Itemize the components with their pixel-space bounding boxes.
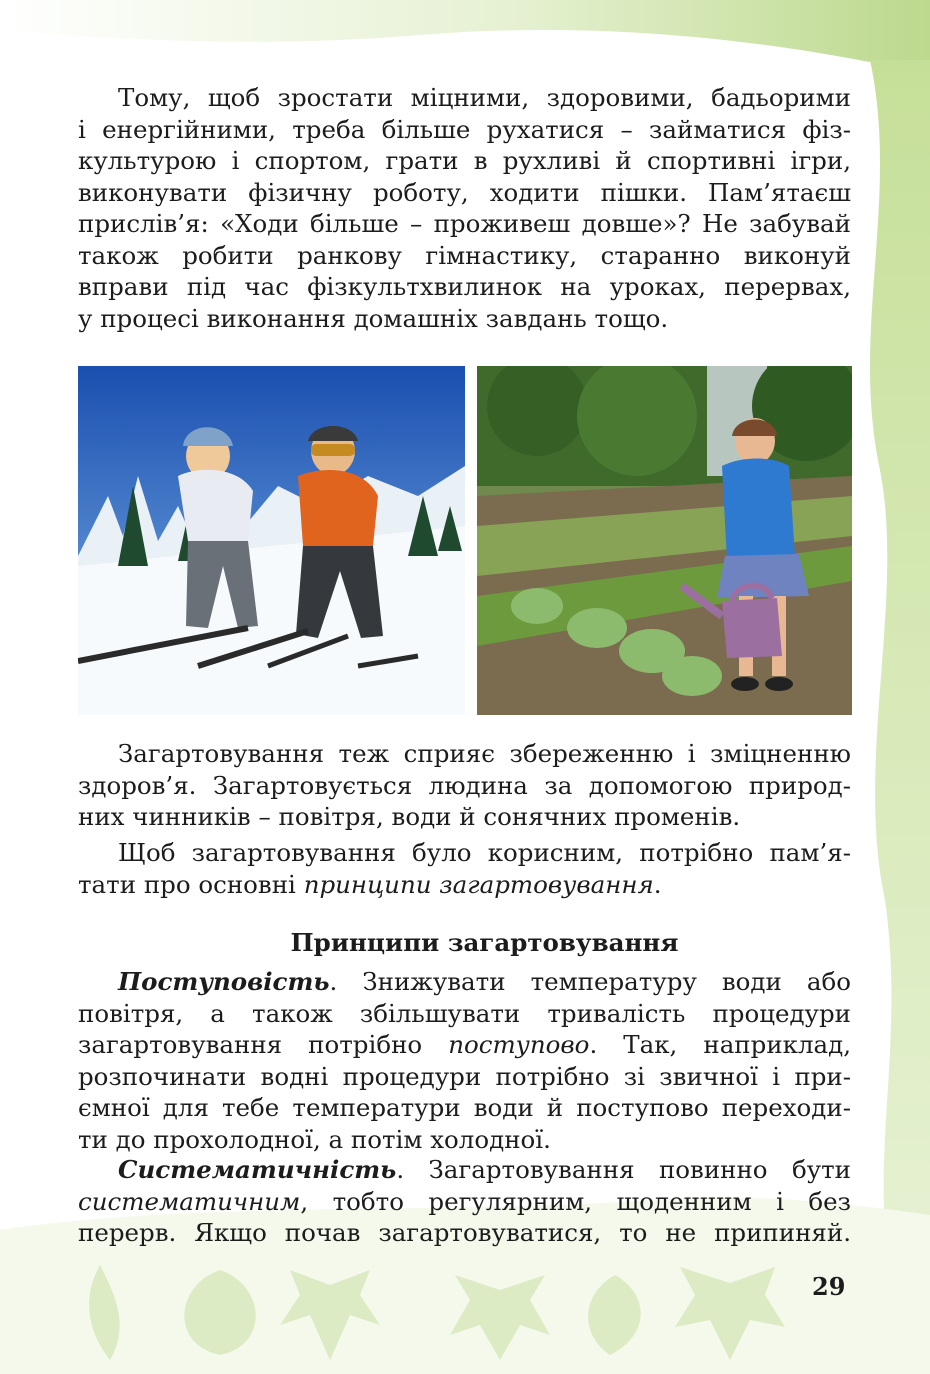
hardening-paragraph — [78, 738, 851, 833]
text-line — [78, 966, 851, 998]
text-line — [78, 1029, 851, 1061]
principle-term: Поступовість — [118, 967, 330, 996]
leaf-icon — [89, 1265, 120, 1360]
text-line: культурою і спортом, грати в рухливі й спортивні ігри, — [78, 146, 851, 175]
text-line: них чинників – повітря, води й сонячних променів. — [78, 802, 741, 831]
text-line: ти до прохолодної, а потім холодної. — [78, 1124, 551, 1154]
text-line: розпочинати водні процедури потрібно зі звичної і при- — [78, 1061, 851, 1091]
text-line: і енергійними, треба більше рухатися – займатися фіз- — [78, 114, 851, 144]
principles-intro-paragraph — [78, 837, 851, 900]
text-segment: загартовування потрібно — [78, 1030, 449, 1059]
text-line: вправи під час фізкультхвилинок на уроках, перервах, — [78, 272, 851, 301]
text-line: повітря, а також збільшувати тривалість процедури — [78, 998, 851, 1028]
principle-systematicity — [78, 1154, 851, 1249]
text-segment: . Знижувати температуру води або — [329, 967, 851, 996]
text-segment: , тобто регулярним, щоденним і без — [300, 1186, 851, 1216]
emphasis-text: поступово — [448, 1030, 590, 1059]
text-line: Тому, щоб зростати міцними, здоровими, бадьорими — [118, 83, 851, 112]
leaf-icon — [675, 1267, 785, 1360]
text-line: у процесі виконання домашніх завдань тощо. — [78, 303, 669, 333]
emphasis-text: принципи загартовування — [303, 869, 654, 899]
text-line: Загартовування теж сприяє збереженню і зміцненню — [118, 739, 851, 768]
emphasis-text: систематичним — [78, 1186, 301, 1216]
text-line: ємної для тебе температури води й поступово переходи- — [78, 1093, 851, 1122]
leaf-icon — [280, 1270, 380, 1360]
text-line: Щоб загартовування було корисним, потрібно пам’я- — [118, 838, 851, 867]
text-line: прислів’я: «Ходи більше – проживеш довше»? Не забувай — [78, 209, 851, 238]
text-segment: . Загартовування повинно бути — [396, 1155, 851, 1184]
page-number: 29 — [812, 1272, 846, 1301]
intro-paragraph — [78, 82, 851, 334]
leaf-icon — [588, 1275, 641, 1355]
leaf-icon — [450, 1275, 550, 1360]
text-line: здоров’я. Загартовується людина за допомогою природ- — [78, 770, 851, 800]
skiing-children-photo — [78, 366, 465, 715]
text-line — [78, 1186, 851, 1218]
section-heading: Принципи загартовування — [290, 928, 679, 957]
text-line: перерв. Якщо почав загартовуватися, то не припиняй. — [78, 1218, 851, 1247]
text-line: також робити ранкову гімнастику, старанно виконуй — [78, 240, 851, 270]
leaf-icon — [184, 1270, 255, 1355]
principle-term: Систематичність — [118, 1155, 397, 1184]
text-segment: тати про основні — [78, 869, 304, 899]
text-line — [78, 1154, 851, 1186]
principle-gradualness — [78, 966, 851, 1155]
text-line — [78, 869, 851, 901]
garden-watering-photo — [477, 366, 852, 715]
text-segment: . Так, наприклад, — [589, 1030, 851, 1059]
text-line: виконувати фізичну роботу, ходити пішки. Пам’ятаєш — [78, 177, 851, 207]
text-segment: . — [653, 869, 662, 899]
leaf-decoration — [70, 1255, 810, 1365]
